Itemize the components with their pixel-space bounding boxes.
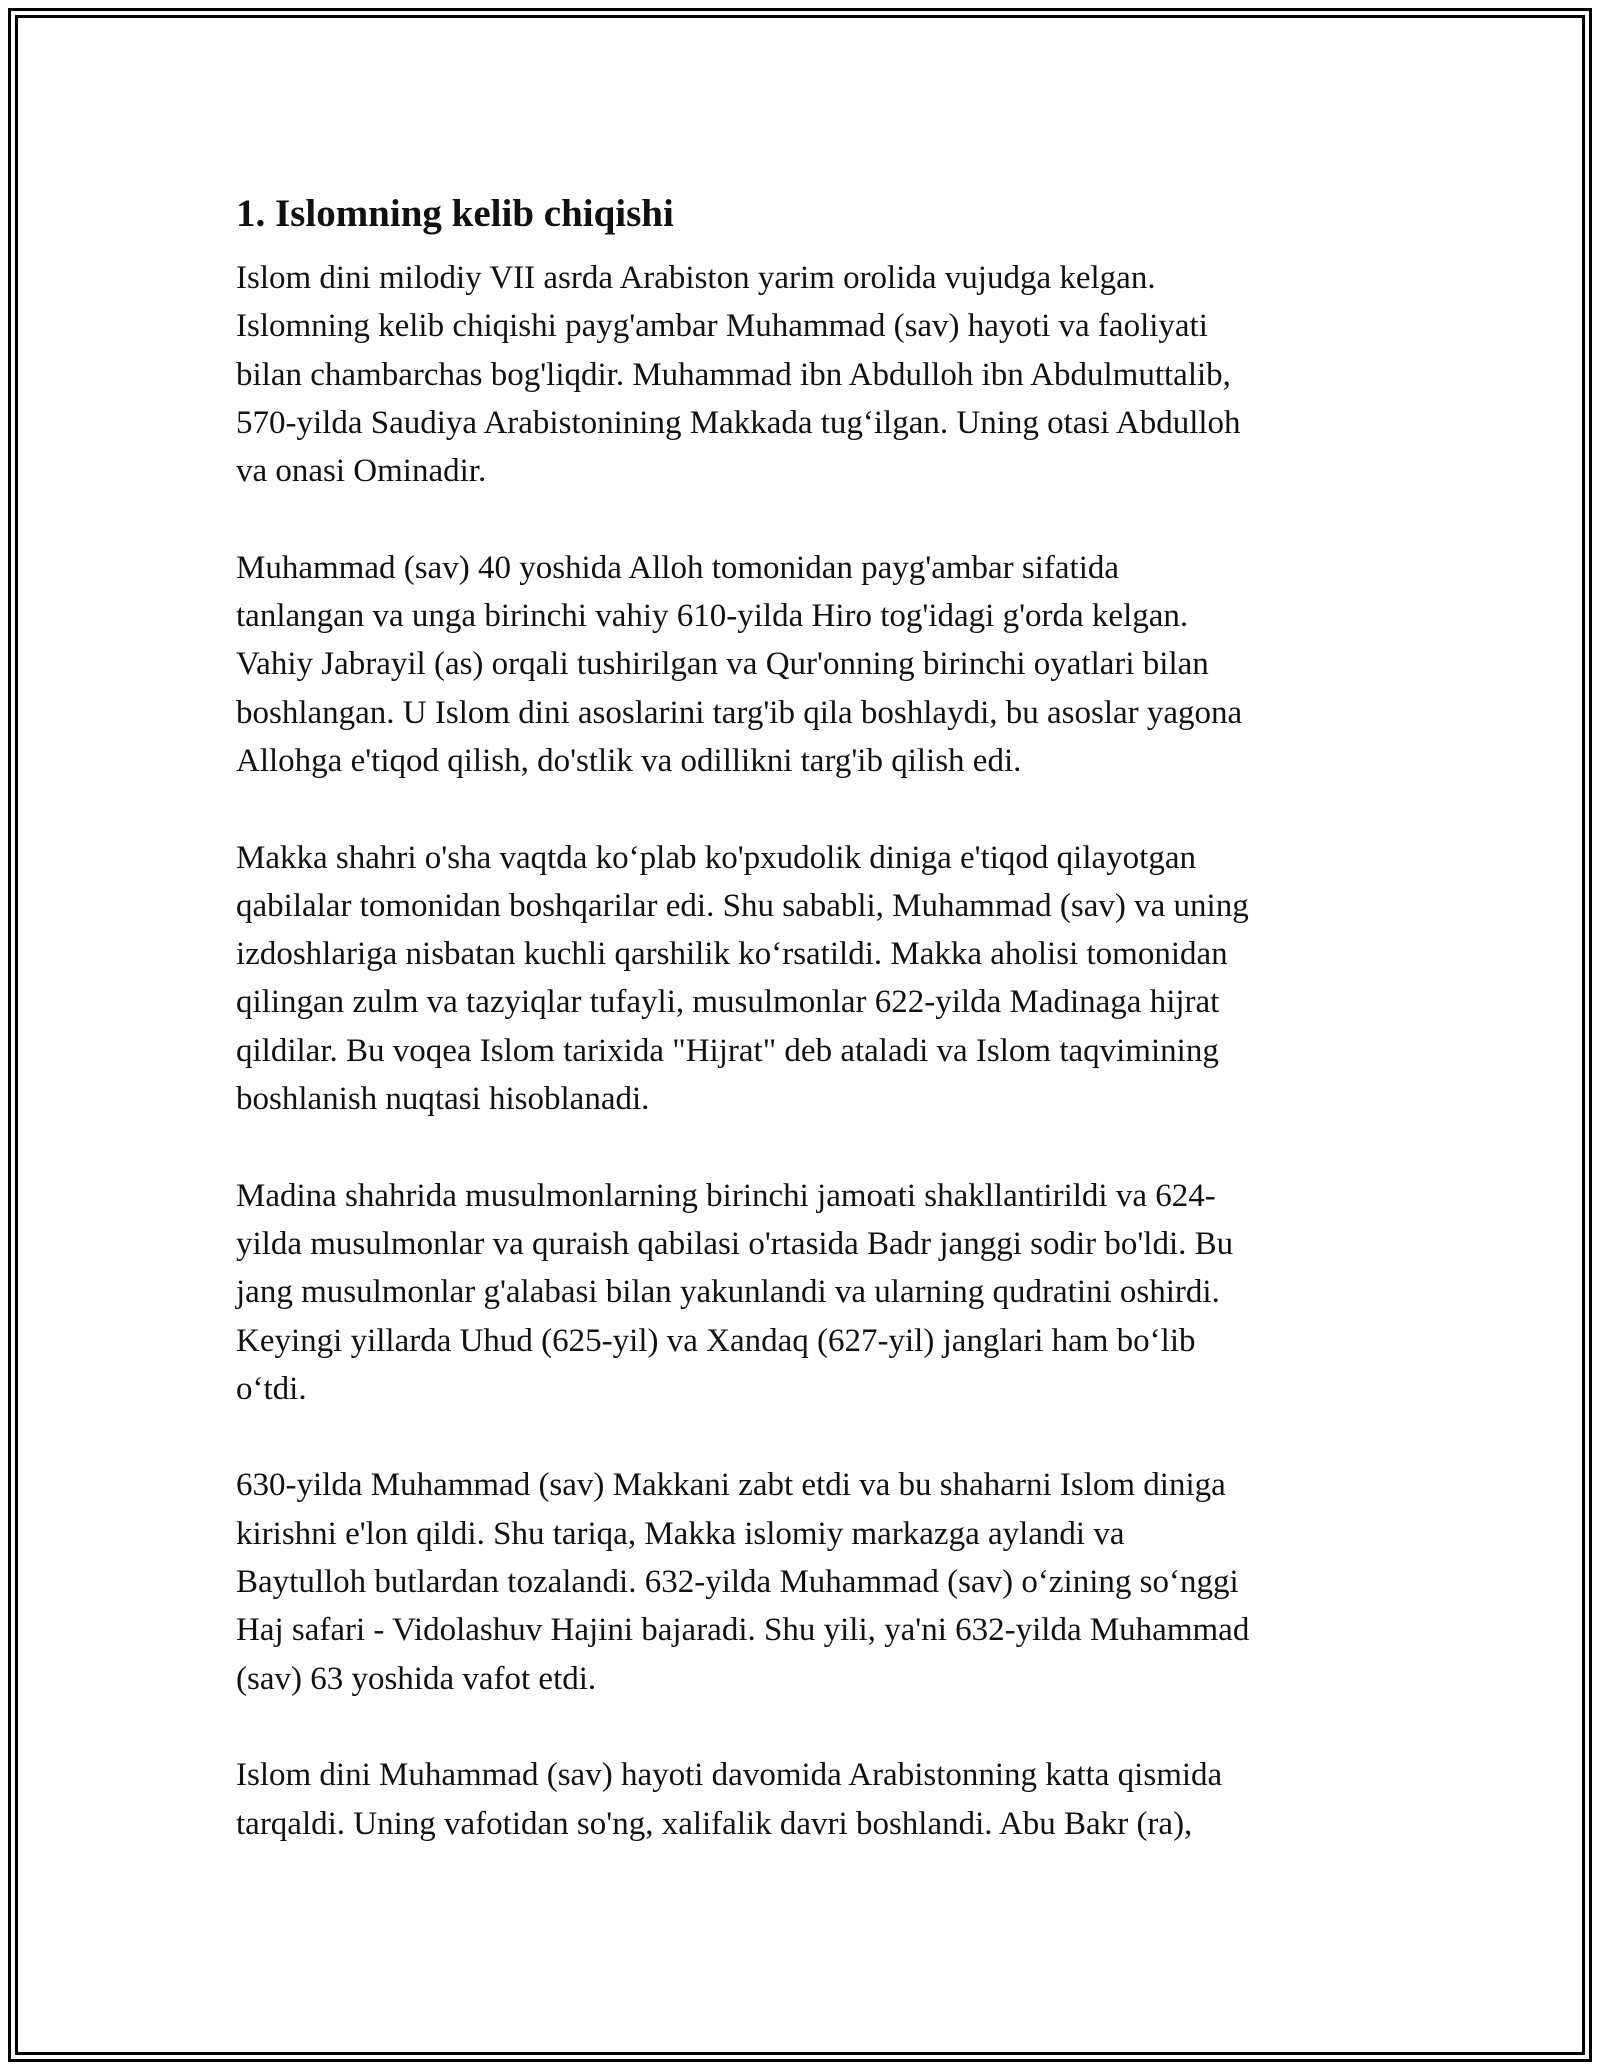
paragraph-line: Islom dini Muhammad (sav) hayoti davomida Arabistonning katta qismida — [236, 1757, 1223, 1794]
paragraph-line: jang musulmonlar g'alabasi bilan yakunlandi va ularning qudratini oshirdi. — [236, 1274, 1220, 1311]
paragraph-2 — [236, 544, 1376, 785]
paragraph-line: Makka shahri o'sha vaqtda ko‘plab ko'pxudolik diniga e'tiqod qilayotgan — [236, 839, 1196, 876]
paragraph-line: boshlangan. U Islom dini asoslarini targ'ib qila boshlaydi, bu asoslar yagona — [236, 694, 1243, 731]
paragraph-line: Islom dini milodiy VII asrda Arabiston yarim orolida vujudga kelgan. — [236, 260, 1156, 296]
paragraph-line: Vahiy Jabrayil (as) orqali tushirilgan va Qur'onning birinchi oyatlari bilan — [236, 646, 1209, 683]
paragraph-line: qildilar. Bu voqea Islom tarixida "Hijrat" deb ataladi va Islom taqvimining — [236, 1032, 1219, 1069]
paragraph-line: qabilalar tomonidan boshqarilar edi. Shu sababli, Muhammad (sav) va uning — [236, 887, 1249, 924]
paragraph-line: boshlanish nuqtasi hisoblanadi. — [236, 1081, 650, 1118]
paragraph-line: 570-yilda Saudiya Arabistonining Makkada tug‘ilgan. Uning otasi Abdulloh — [236, 404, 1241, 441]
paragraph-5 — [236, 1461, 1376, 1702]
paragraph-line: Keyingi yillarda Uhud (625-yil) va Xandaq (627-yil) janglari ham bo‘lib — [236, 1322, 1196, 1359]
document-body — [236, 186, 1376, 1848]
paragraph-line: tanlangan va unga birinchi vahiy 610-yilda Hiro tog'idagi g'orda kelgan. — [236, 598, 1189, 635]
paragraph-line: 630-yilda Muhammad (sav) Makkani zabt etdi va bu shaharni Islom diniga — [236, 1467, 1226, 1504]
paragraph-line: Islomning kelib chiqishi payg'ambar Muhammad (sav) hayoti va faoliyati — [236, 308, 1208, 345]
paragraph-line: Haj safari - Vidolashuv Hajini bajaradi. Shu yili, ya'ni 632-yilda Muhammad — [236, 1612, 1250, 1649]
paragraph-3 — [236, 834, 1376, 1124]
paragraph-6 — [236, 1751, 1376, 1848]
paragraph-line: va onasi Ominadir. — [236, 453, 487, 490]
paragraph-line: Muhammad (sav) 40 yoshida Alloh tomonidan payg'ambar sifatida — [236, 549, 1120, 586]
paragraph-line: izdoshlariga nisbatan kuchli qarshilik ko‘rsatildi. Makka aholisi tomonidan — [236, 936, 1228, 973]
paragraph-line: Baytulloh butlardan tozalandi. 632-yilda Muhammad (sav) o‘zining so‘nggi — [236, 1564, 1239, 1601]
section-heading: 1. Islomning kelib chiqishi — [236, 192, 674, 235]
paragraph-line: tarqaldi. Uning vafotidan so'ng, xalifalik davri boshlandi. Abu Bakr (ra), — [236, 1805, 1193, 1842]
paragraph-line: (sav) 63 yoshida vafot etdi. — [236, 1660, 597, 1697]
paragraph-line: yilda musulmonlar va quraish qabilasi o'rtasida Badr janggi sodir bo'ldi. Bu — [236, 1225, 1234, 1262]
paragraph-line: Madina shahrida musulmonlarning birinchi jamoati shakllantirildi va 624- — [236, 1177, 1216, 1214]
paragraph-line: bilan chambarchas bog'liqdir. Muhammad ibn Abdulloh ibn Abdulmuttalib, — [236, 356, 1231, 393]
paragraph-line: o‘tdi. — [236, 1370, 307, 1407]
paragraph-4 — [236, 1172, 1376, 1413]
paragraph-1 — [236, 254, 1376, 495]
paragraph-line: Allohga e'tiqod qilish, do'stlik va odillikni targ'ib qilish edi. — [236, 742, 1022, 779]
paragraph-line: qilingan zulm va tazyiqlar tufayli, musulmonlar 622-yilda Madinaga hijrat — [236, 984, 1220, 1021]
paragraph-line: kirishni e'lon qildi. Shu tariqa, Makka islomiy markazga aylandi va — [236, 1515, 1125, 1552]
